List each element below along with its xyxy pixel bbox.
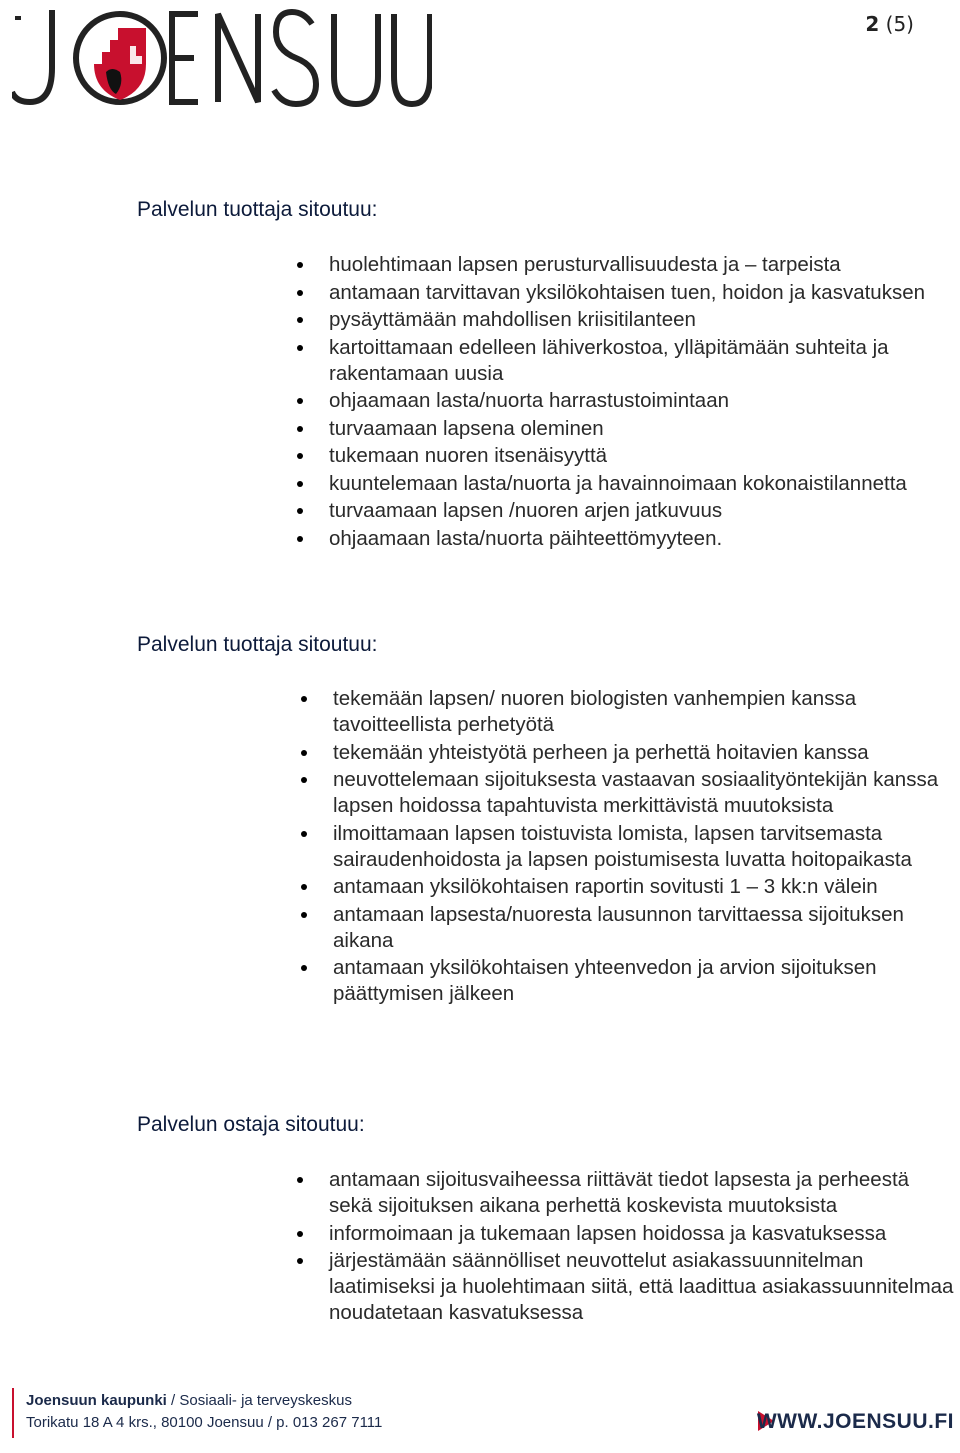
list-item-text: tekemään yhteistyötä perheen ja perhettä hoitavien kanssa [333, 740, 869, 764]
logo-letter-u2 [394, 14, 430, 104]
section-list-2 [333, 686, 948, 1009]
list-item [333, 686, 948, 738]
list-item [333, 955, 948, 1007]
list-item-text: tekemään lapsen/ nuoren biologisten vanhempien kanssa tavoitteellista perhetyötä [333, 687, 857, 736]
footer-address: Torikatu 18 A 4 krs., 80100 Joensuu / p. 013 267 7111 [26, 1414, 383, 1431]
bullet-icon [301, 884, 307, 890]
logo-letter-e [172, 14, 198, 102]
list-item-text: huolehtimaan lapsen perusturvallisuudesta ja – tarpeista [329, 253, 841, 276]
list-item-text: turvaamaan lapsen /nuoren arjen jatkuvuus [329, 499, 723, 522]
list-item-text: kuuntelemaan lasta/nuorta ja havainnoimaan kokonaistilannetta [329, 471, 907, 495]
list-item-text: tukemaan nuoren itsenäisyyttä [329, 444, 608, 467]
list-item [333, 902, 948, 954]
list-item-text: antamaan sijoitusvaiheessa riittävät tiedot lapsesta ja perheestä sekä sijoituksen aikana perhettä koskevista muutoksista [329, 1168, 910, 1217]
list-item-text: neuvottelemaan sijoituksesta vastaavan sosiaalityöntekijän kanssa lapsen hoidossa tapahtuvista merkittävistä muutoksista [333, 768, 939, 817]
bullet-icon [297, 453, 303, 459]
list-item [333, 821, 948, 873]
list-item-text: ohjaamaan lasta/nuorta harrastustoimintaan [329, 389, 729, 412]
bullet-icon [301, 831, 307, 837]
page-number [865, 12, 914, 36]
list-item-text: ohjaamaan lasta/nuorta päihteettömyyteen. [329, 526, 723, 550]
bullet-icon [301, 750, 307, 756]
list-item [329, 388, 949, 414]
list-item [329, 252, 949, 278]
list-item [333, 874, 948, 900]
footer-accent-bar [12, 1388, 14, 1438]
section-list-1 [329, 252, 949, 553]
footer-website-link[interactable]: WWW.JOENSUU.FI [756, 1410, 954, 1433]
page-footer [0, 1380, 960, 1453]
bullet-icon [297, 1231, 303, 1237]
list-item-text: antamaan tarvittavan yksilökohtaisen tuen, hoidon ja kasvatuksen [329, 280, 926, 304]
list-item [329, 471, 949, 497]
list-item [329, 526, 949, 552]
bullet-icon [297, 1258, 303, 1264]
list-item-text: kartoittamaan edelleen lähiverkostoa, ylläpitämään suhteita ja rakentamaan uusia [329, 335, 889, 385]
footer-separator: / [166, 1392, 180, 1409]
section-list-3 [329, 1167, 954, 1328]
logo-letter-j [12, 10, 52, 102]
joensuu-logo [12, 6, 432, 110]
logo-letter-s [274, 12, 316, 104]
list-item [329, 443, 949, 469]
bullet-icon [297, 398, 303, 404]
bullet-icon [301, 777, 307, 783]
list-item-text: turvaamaan lapsena oleminen [329, 416, 604, 440]
page-current: 2 [865, 12, 880, 36]
bullet-icon [297, 345, 303, 351]
list-item-text: informoimaan ja tukemaan lapsen hoidossa ja kasvatuksessa [329, 1221, 887, 1245]
bullet-icon [297, 536, 303, 542]
list-item [329, 498, 949, 524]
bullet-icon [297, 290, 303, 296]
footer-org-line [26, 1392, 352, 1409]
list-item [329, 1221, 954, 1247]
bullet-icon [301, 912, 307, 918]
page-total: (5) [885, 12, 914, 36]
section-heading-1: Palvelun tuottaja sitoutuu: [137, 198, 378, 221]
list-item-text: antamaan yksilökohtaisen raportin sovitusti 1 – 3 kk:n välein [333, 875, 878, 898]
footer-department: Sosiaali- ja terveyskeskus [179, 1392, 352, 1409]
list-item [329, 1167, 954, 1219]
bullet-icon [297, 508, 303, 514]
list-item-text: pysäyttämään mahdollisen kriisitilanteen [329, 308, 696, 331]
logo-letter-u1 [334, 14, 378, 104]
section-heading-3: Palvelun ostaja sitoutuu: [137, 1113, 365, 1136]
bullet-icon [297, 262, 303, 268]
list-item [329, 1248, 954, 1326]
bullet-icon [297, 317, 303, 323]
list-item-text: antamaan yksilökohtaisen yhteenvedon ja arvion sijoituksen päättymisen jälkeen [333, 956, 877, 1005]
bullet-icon [301, 965, 307, 971]
list-item-text: ilmoittamaan lapsen toistuvista lomista, lapsen tarvitsemasta sairaudenhoidosta ja lapsen poistumisesta luvatta hoitopaikasta [333, 821, 912, 871]
section-heading-2: Palvelun tuottaja sitoutuu: [137, 633, 378, 656]
list-item [329, 307, 949, 333]
bullet-icon [297, 481, 303, 487]
logo-letter-n [218, 14, 258, 102]
list-item [333, 767, 948, 819]
list-item [333, 740, 948, 766]
bullet-icon [297, 1177, 303, 1183]
list-item-text: järjestämään säännölliset neuvottelut asiakassuunnitelman laatimiseksi ja huolehtimaan siitä, että laadittua asiakassuunnitelmaa noudatetaan kasvatuksessa [329, 1249, 954, 1324]
list-item [329, 416, 949, 442]
footer-org: Joensuun kaupunki [26, 1392, 167, 1409]
list-item-text: antamaan lapsesta/nuoresta lausunnon tarvittaessa sijoituksen aikana [333, 902, 904, 952]
bullet-icon [301, 696, 307, 702]
list-item [329, 335, 949, 387]
bullet-icon [297, 426, 303, 432]
list-item [329, 280, 949, 306]
